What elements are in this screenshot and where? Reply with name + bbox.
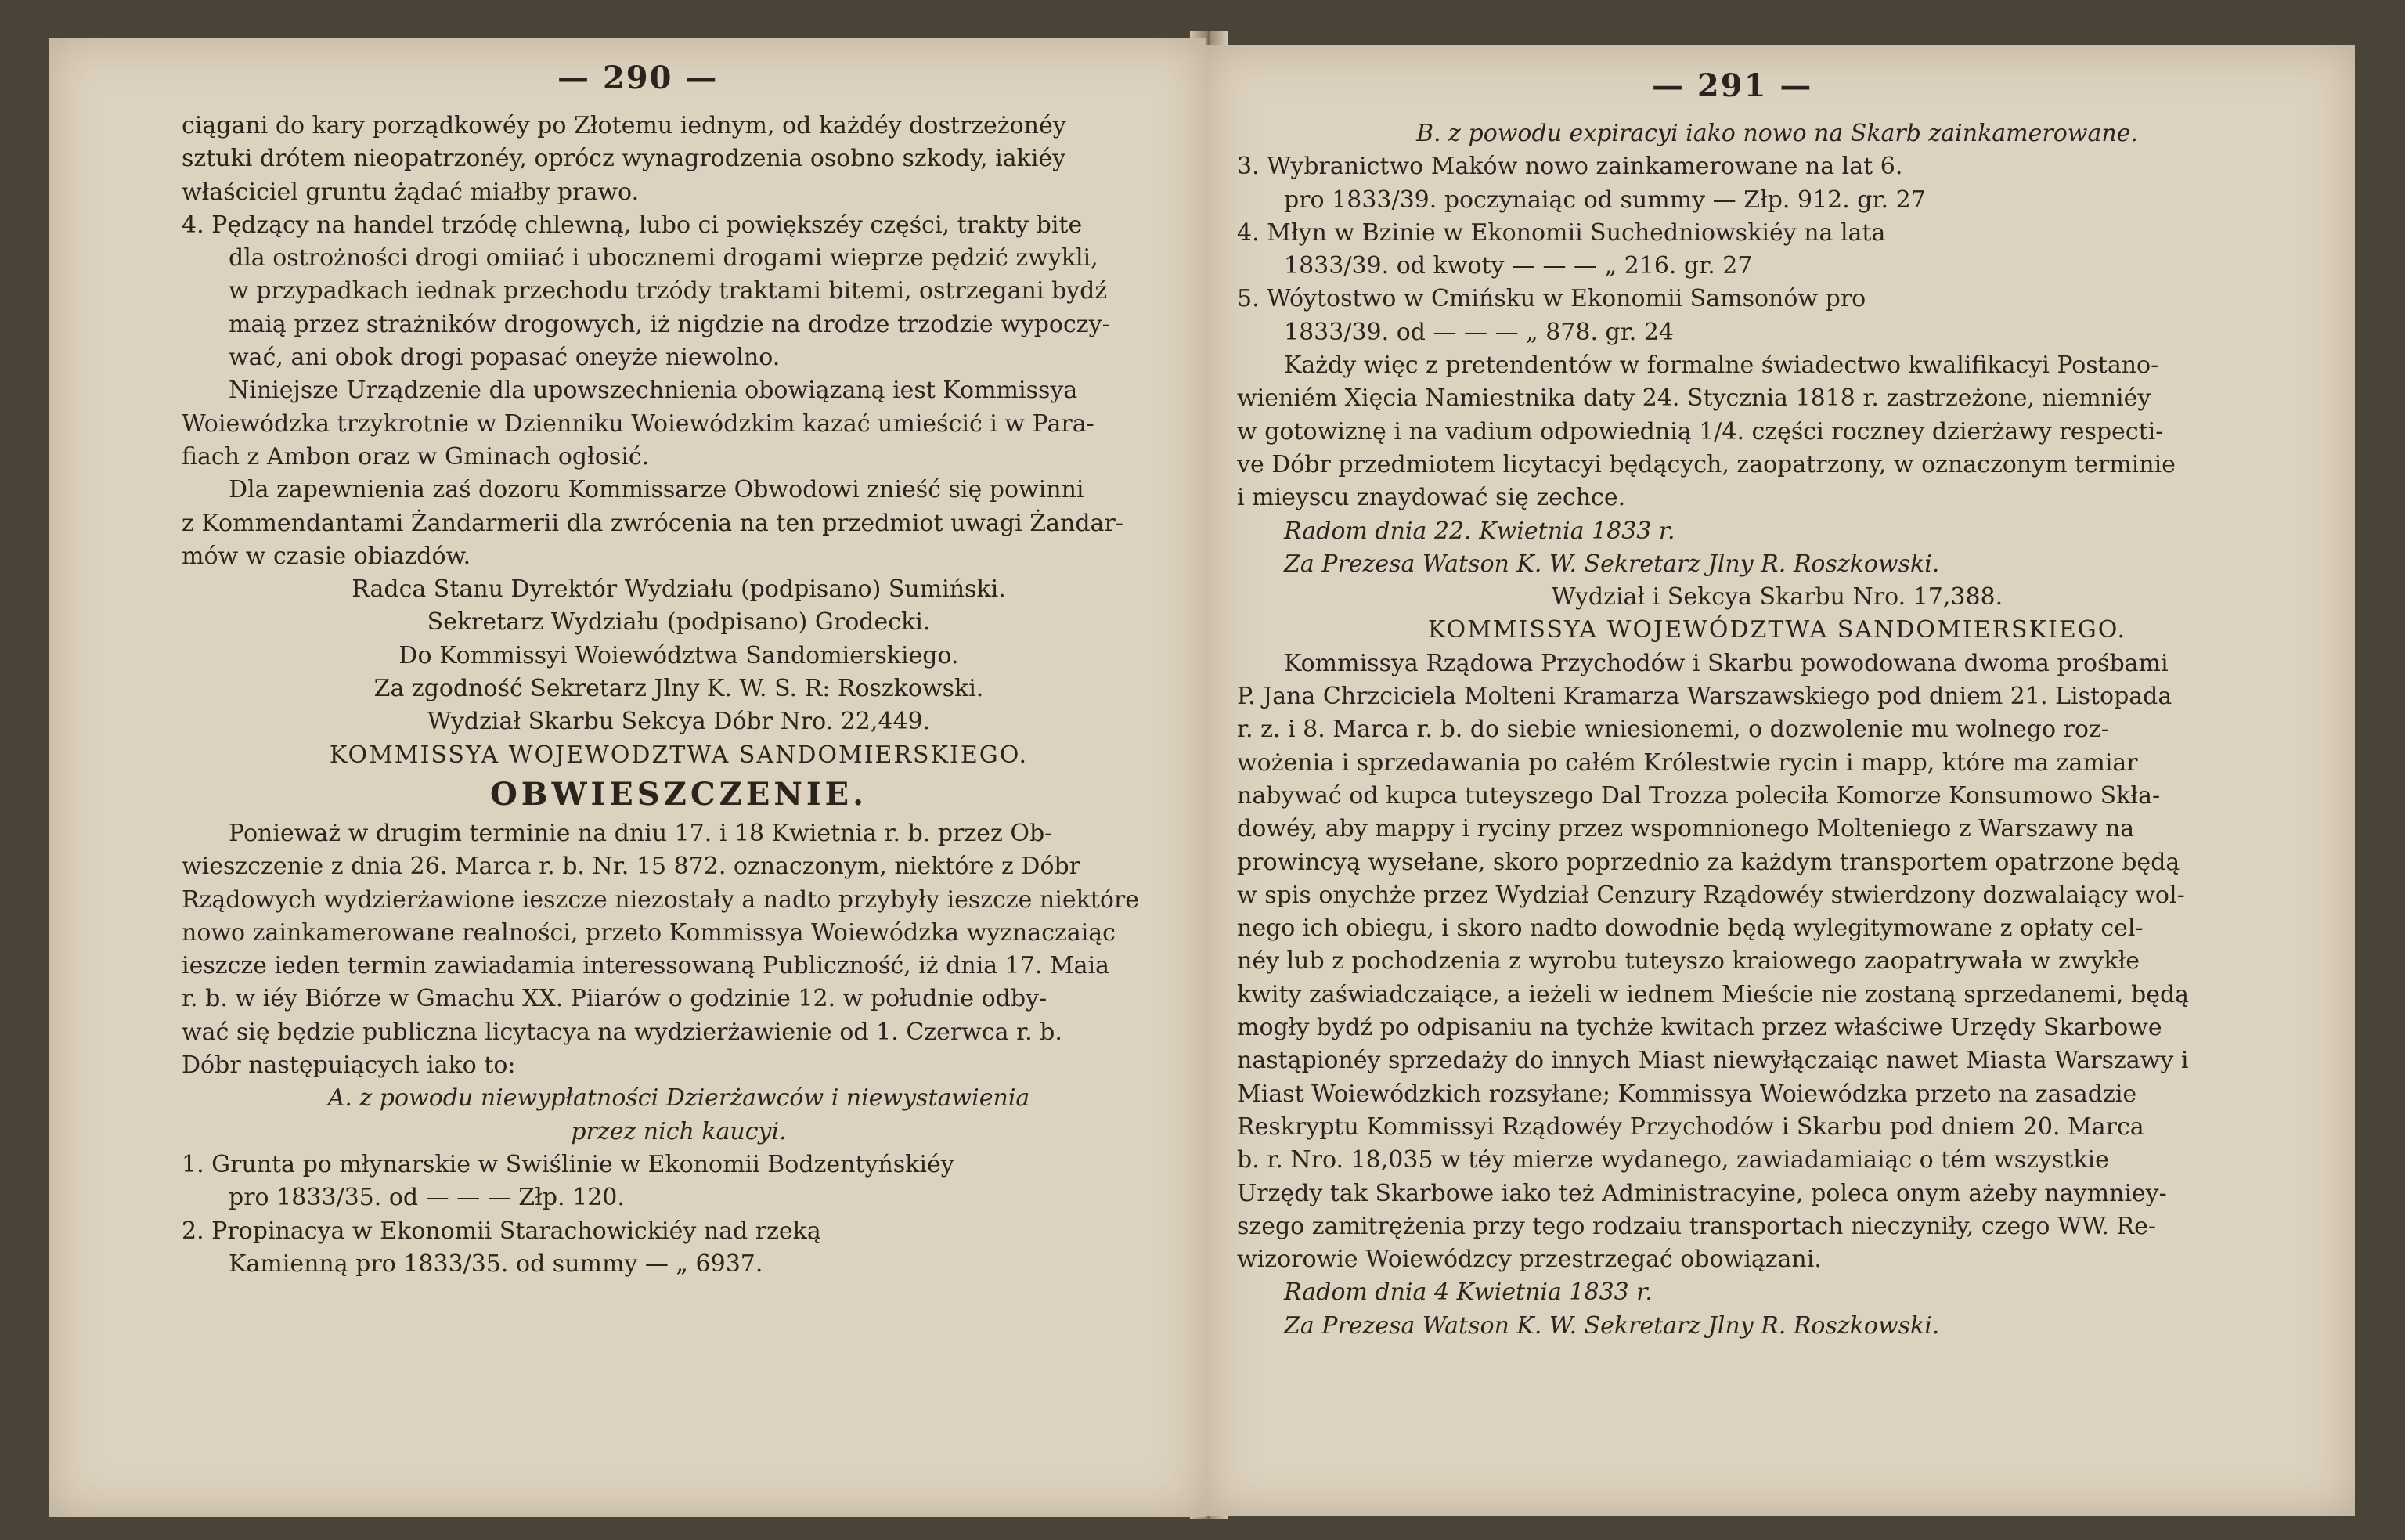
text-line: Kommissya Rządowa Przychodów i Skarbu powodowana dwoma prośbami [1284, 649, 2169, 677]
text-line: Urzędy tak Skarbowe iako też Administracyine, poleca onym ażeby naymniey- [1237, 1179, 2167, 1207]
text-line: pro 1833/35. od — — — Złp. 120. [229, 1184, 625, 1212]
text-line: wieniém Xięcia Namiestnika daty 24. Stycznia 1818 r. zastrzeżone, niemniéy [1237, 384, 2151, 413]
text-line: nowo zainkamerowane realności, przeto Kommissya Woiewódzka wyznaczaiąc [182, 918, 1116, 947]
text-line: 3. Wybranictwo Maków nowo zainkamerowane na lat 6. [1237, 153, 1903, 181]
text-line: Radom dnia 22. Kwietnia 1833 r. [1284, 517, 1675, 545]
text-line: 2. Propinacya w Ekonomii Starachowickiéy nad rzeką [182, 1217, 821, 1245]
text-line: fiach z Ambon oraz w Gminach ogłosić. [182, 442, 650, 471]
text-line: Za Prezesa Watson K. W. Sekretarz Jlny R. Roszkowski. [1284, 550, 1940, 578]
page-text [182, 110, 1176, 1281]
text-line: r. z. i 8. Marca r. b. do siebie wniesionemi, o dozwolenie mu wolnego roz- [1237, 716, 2109, 744]
text-line: ieszcze ieden termin zawiadamia interessowaną Publiczność, iż dnia 17. Maia [182, 952, 1110, 980]
text-line: Za Prezesa Watson K. W. Sekretarz Jlny R. Roszkowski. [1284, 1311, 1940, 1340]
text-line: KOMMISSYA WOJEWÓDZTWA SANDOMIERSKIEGO. [1427, 616, 2127, 644]
text-line: Każdy więc z pretendentów w formalne świadectwo kwalifikacyi Postano- [1284, 352, 2159, 380]
right-page [1206, 45, 2355, 1516]
page-number: — 291 — [1652, 67, 1813, 104]
text-line: nastąpionéy sprzedaży do innych Miast niewyłączaiąc nawet Miasta Warszawy i [1237, 1047, 2189, 1075]
text-line: r. b. w iéy Biórze w Gmachu XX. Piiarów o godzinie 12. w południe odby- [182, 985, 1047, 1013]
text-line: dla ostrożności drogi omiiać i ubocznemi drogami wieprze pędzić zwykli, [229, 244, 1098, 272]
text-line: mów w czasie obiazdów. [182, 542, 471, 570]
text-line: 1833/39. od — — — „ 878. gr. 24 [1284, 318, 1675, 346]
text-line: 1833/39. od kwoty — — — „ 216. gr. 27 [1284, 252, 1753, 280]
text-line: wizorowie Woiewódzcy przestrzegać obowiązani. [1237, 1246, 1822, 1274]
page-number: — 290 — [557, 60, 719, 96]
text-line: właściciel gruntu żądać miałby prawo. [182, 178, 640, 206]
text-line: Kamienną pro 1833/35. od summy — „ 6937. [229, 1250, 763, 1278]
text-line: néy lub z pochodzenia z wyrobu tuteyszo kraiowego zaopatrywała w zwykłe [1237, 947, 2140, 976]
text-line: w spis onychże przez Wydział Cenzury Rządowéy stwierdzony dozwalaiący wol- [1237, 881, 2185, 909]
text-line: Niniejsze Urządzenie dla upowszechnienia obowiązaną iest Kommissya [229, 377, 1078, 405]
text-line: 4. Młyn w Bzinie w Ekonomii Suchedniowskiéy na lata [1237, 218, 1886, 247]
text-line: wożenia i sprzedawania po całém Królestwie rycin i mapp, które ma zamiar [1237, 748, 2138, 777]
text-line: prowincyą wysełane, skoro poprzednio za każdym transportem opatrzone będą [1237, 848, 2180, 876]
text-line: wieszczenie z dnia 26. Marca r. b. Nr. 15 872. oznaczonym, niektóre z Dóbr [182, 853, 1081, 881]
left-page [49, 38, 1206, 1517]
text-line: P. Jana Chrzciciela Molteni Kramarza Warszawskiego pod dniem 21. Listopada [1237, 683, 2172, 711]
text-line: Reskryptu Kommissyi Rządowéy Przychodów i Skarbu pod dniem 20. Marca [1237, 1113, 2144, 1141]
text-line: wać się będzie publiczna licytacya na wydzierżawienie od 1. Czerwca r. b. [182, 1018, 1062, 1046]
text-line: Ponieważ w drugim terminie na dniu 17. i 18 Kwietnia r. b. przez Ob- [229, 819, 1053, 847]
text-line: Radom dnia 4 Kwietnia 1833 r. [1284, 1279, 1653, 1307]
text-line: pro 1833/39. poczynaiąc od summy — Złp. 912. gr. 27 [1284, 186, 1926, 214]
text-line: w przypadkach iednak przechodu trzódy traktami bitemi, ostrzegani bydź [229, 277, 1108, 305]
text-line: Dóbr następuiących iako to: [182, 1051, 516, 1080]
text-line: Miast Woiewódzkich rozsyłane; Kommissya Woiewódzka przeto na zasadzie [1237, 1080, 2137, 1108]
text-line: i mieyscu znaydować się zechce. [1237, 484, 1626, 512]
text-line: z Kommendantami Żandarmerii dla zwrócenia na ten przedmiot uwagi Żandar- [182, 509, 1123, 537]
page-text [1237, 117, 2317, 1343]
text-line: Radca Stanu Dyrektór Wydziału (podpisano) Sumiński. [352, 575, 1006, 604]
text-line: ciągani do kary porządkowéy po Złotemu iednym, od każdéy dostrzeżonéy [182, 112, 1066, 139]
text-line: OBWIESZCZENIE. [489, 775, 868, 813]
text-line: 4. Pędzący na handel trzódę chlewną, lubo ci powiększéy części, trakty bite [182, 211, 1083, 239]
text-line: przez nich kaucyi. [571, 1117, 787, 1145]
text-line: szego zamitrężenia przy tego rodzaiu transportach nieczyniły, czego WW. Re- [1237, 1212, 2156, 1240]
text-line: A. z powodu niewypłatności Dzierżawców i niewystawienia [327, 1084, 1030, 1113]
text-line: sztuki drótem nieopatrzonéy, oprócz wynagrodzenia osobno szkody, iakiéy [182, 145, 1066, 173]
text-line: KOMMISSYA WOJEWODZTWA SANDOMIERSKIEGO. [329, 741, 1029, 769]
text-line: 1. Grunta po młynarskie w Swiślinie w Ekonomii Bodzentyńskiéy [182, 1150, 954, 1178]
text-line: ve Dóbr przedmiotem licytacyi będących, zaopatrzony, w oznaczonym terminie [1237, 450, 2176, 478]
text-line: Sekretarz Wydziału (podpisano) Grodecki. [427, 608, 931, 637]
text-line: wać, ani obok drogi popasać oneyże niewolno. [229, 344, 781, 372]
text-line: B. z powodu expiracyi iako nowo na Skarb zainkamerowane. [1416, 120, 2138, 147]
text-line: dowéy, aby mappy i ryciny przez wspomnionego Molteniego z Warszawy na [1237, 815, 2135, 843]
text-line: Do Kommissyi Woiewództwa Sandomierskiego. [398, 641, 959, 669]
text-line: 5. Wóytostwo w Cmińsku w Ekonomii Samsonów pro [1237, 285, 1866, 313]
text-line: Woiewódzka trzykrotnie w Dzienniku Woiewódzkim kazać umieścić i w Para- [182, 409, 1094, 438]
text-line: Wydział Skarbu Sekcya Dóbr Nro. 22,449. [427, 708, 931, 736]
text-line: kwity zaświadczaiące, a ieżeli w iednem Mieście nie zostaną sprzedanemi, będą [1237, 980, 2190, 1008]
text-line: b. r. Nro. 18,035 w téy mierze wydanego, zawiadamiaiąc o tém wszystkie [1237, 1146, 2109, 1174]
text-line: Dla zapewnienia zaś dozoru Kommissarze Obwodowi znieść się powinni [229, 476, 1084, 504]
text-line: maią przez strażników drogowych, iż nigdzie na drodze trzodzie wypoczy- [229, 310, 1110, 338]
text-line: w gotowiznę i na vadium odpowiednią 1/4. części roczney dzierżawy respecti- [1237, 417, 2164, 445]
text-line: Rządowych wydzierżawione ieszcze niezostały a nadto przybyły ieszcze niektóre [182, 885, 1139, 914]
text-line: nabywać od kupca tuteyszego Dal Trozza poleciła Komorze Konsumowo Skła- [1237, 781, 2161, 810]
text-line: Za zgodność Sekretarz Jlny K. W. S. R: Roszkowski. [373, 675, 984, 703]
text-line: nego ich obiegu, i skoro nadto dowodnie będą wylegitymowane z opłaty cel- [1237, 914, 2144, 943]
text-line: Wydział i Sekcya Skarbu Nro. 17,388. [1551, 583, 2003, 611]
text-line: mogły bydź po odpisaniu na tychże kwitach przez właściwe Urzędy Skarbowe [1237, 1014, 2162, 1042]
